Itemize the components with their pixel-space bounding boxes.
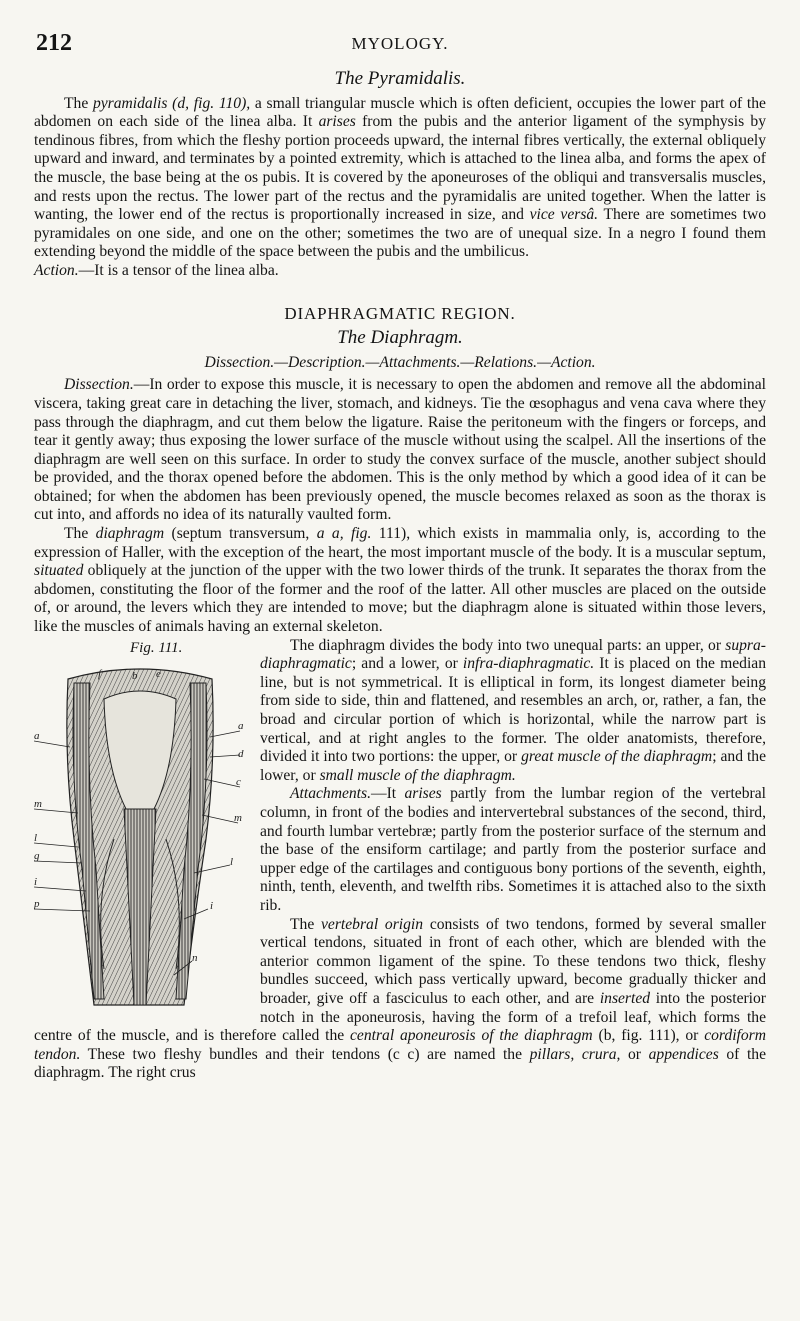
page-number: 212 bbox=[36, 30, 72, 56]
figure-letter: e bbox=[156, 667, 161, 680]
figure-letter: i bbox=[210, 899, 214, 912]
figure-letter: m bbox=[234, 811, 242, 824]
figure-letter: a bbox=[34, 729, 40, 742]
section-subtitle: Dissection.—Description.—Attachments.—Relations.—Action. bbox=[204, 353, 596, 371]
divides-paragraph: The diaphragm divides the body into two unequal parts: an upper, or supra-diaphragmatic; and a lower, or infra-diaphragmatic. It is placed on the median line, but is not symmetrical. It is elliptical in form, its longest diameter being from side to side, thin and flattened, and resembles an arch, or, rather, a fan, the broad and circular portion of which is horizontal, while the narrow part is vertical, and at right angles to the former. The older anatomists, therefore, divided it into two portions: the upper, or great muscle of the diaphragm; and the lower, or small muscle of the diaphragm. bbox=[260, 636, 767, 784]
figure-letter: l bbox=[34, 831, 38, 844]
section-title-diaphragm: The Diaphragm. bbox=[337, 327, 463, 349]
running-title: MYOLOGY. bbox=[351, 34, 449, 53]
region-heading: DIAPHRAGMATIC REGION. bbox=[284, 303, 516, 323]
figure-111-diaphragm-illustration bbox=[34, 639, 246, 1011]
section-title-pyramidalis: The Pyramidalis. bbox=[334, 68, 466, 89]
figure-letter: i bbox=[34, 875, 38, 888]
figure-caption: Fig. 111. bbox=[130, 639, 183, 656]
figure-letter: b bbox=[132, 669, 138, 682]
figure-letter: g bbox=[34, 849, 40, 862]
pyramidalis-action: Action.—It is a tensor of the linea alba. bbox=[34, 261, 279, 279]
figure-letter: d bbox=[238, 747, 244, 760]
figure-letter: n bbox=[192, 951, 198, 964]
attachments-paragraph: Attachments.—It arises partly from the lumbar region of the vertebral column, in front of the bodies and intervertebral substances of the second, third, and fourth lumbar vertebræ; partly from the posterior surface of the sternum and the base of the ensiform cartilage; and partly from the posterior surface and upper edge of the cartilages and contiguous bony portions of the seventh, eighth, ninth, tenth, eleventh, and twelfth ribs. Sometimes it is attached also to the sixth rib. bbox=[260, 785, 766, 914]
figure-letter: l bbox=[230, 855, 234, 868]
pyramidalis-paragraph: The pyramidalis (d, fig. 110), a small triangular muscle which is often deficient, occupies the lower part of the abdomen on each side of the linea alba. It arises from the pubis and the anterior ligament of the symphysis by tendinous fibres, from which the fleshy portion proceeds upward, the internal fibres vertically, the external obliquely upward and inward, and terminates by a pointed extremity, which is attached to the linea alba, and forms the apex of the muscle, the base being at the os pubis. It is covered by the aponeuroses of the obliqui and transversalis muscles, and rests upon the rectus. The lower part of the rectus and the pyramidalis are united together. When the latter is wanting, the lower end of the rectus is proportionally increased in size, and vice versâ. There are sometimes two pyramidales on one side, and one on the other; sometimes the two are of unequal size. In a negro I found them extending beyond the middle of the space between the pubis and the umbilicus. bbox=[34, 94, 767, 261]
figure-letter: a bbox=[238, 719, 244, 732]
diaphragm-engraving bbox=[34, 639, 246, 1011]
figure-letter: c bbox=[236, 775, 241, 788]
figure-letter: p bbox=[34, 897, 40, 910]
figure-letter: m bbox=[34, 797, 42, 810]
description-paragraph-lead: The diaphragm (septum transversum, a a, fig. 111), which exists in mammalia only, is, according to the expression of Haller, with the exception of the heart, the most important muscle of the body. It is a muscular septum, situated obliquely at the junction of the upper with the two lower thirds of the trunk. It separates the thorax from the abdomen, constituting the floor of the former and the roof of the latter. All other muscles are placed on the outside of, or around, the levers which they are intended to move; but the diaphragm alone is situated within those levers, like the muscles of animals having an external skeleton. bbox=[34, 525, 766, 636]
dissection-paragraph: Dissection.—In order to expose this muscle, it is necessary to open the abdomen and remove all the abdominal viscera, taking great care in detaching the liver, stomach, and kidneys. Tie the œsophagus and vena cava where they pass through the diaphragm, and cut them below the ligature. Raise the peritoneum with the fingers or forceps, and tear it gently away; thus exposing the lower surface of the muscle without using the scalpel. All the insertions of the diaphragm are well seen on this surface. In order to study the convex surface of the muscle, another subject should be provided, and the thorax opened before the abdomen. This is the only method by which a good idea of it can be obtained; for when the abdomen has been previously opened, the muscle becomes relaxed as soon as the thorax is cut into, and affords no idea of its naturally vaulted form. bbox=[34, 376, 766, 524]
page-text bbox=[34, 66, 766, 1083]
figure-letter: f bbox=[98, 667, 102, 680]
vertebral-origin-paragraph: The vertebral origin consists of two tendons, formed by several smaller vertical tendons, situated in front of each other, which are blended with the anterior common ligament of the spine. To these tendons two thick, fleshy bundles succeed, which pass vertically upward, become gradually thicker and broader, give off a fasciculus to each other, and are inserted into the posterior notch in the aponeurosis, having the form of a trefoil leaf, which forms the centre of the muscle, and is therefore called the central aponeurosis of the diaphragm (b, fig. 111), or cordiform tendon. These two fleshy bundles and their tendons (c c) are named the pillars, crura, or appendices of the diaphragm. The right crus bbox=[34, 915, 767, 1082]
running-head bbox=[0, 24, 800, 60]
